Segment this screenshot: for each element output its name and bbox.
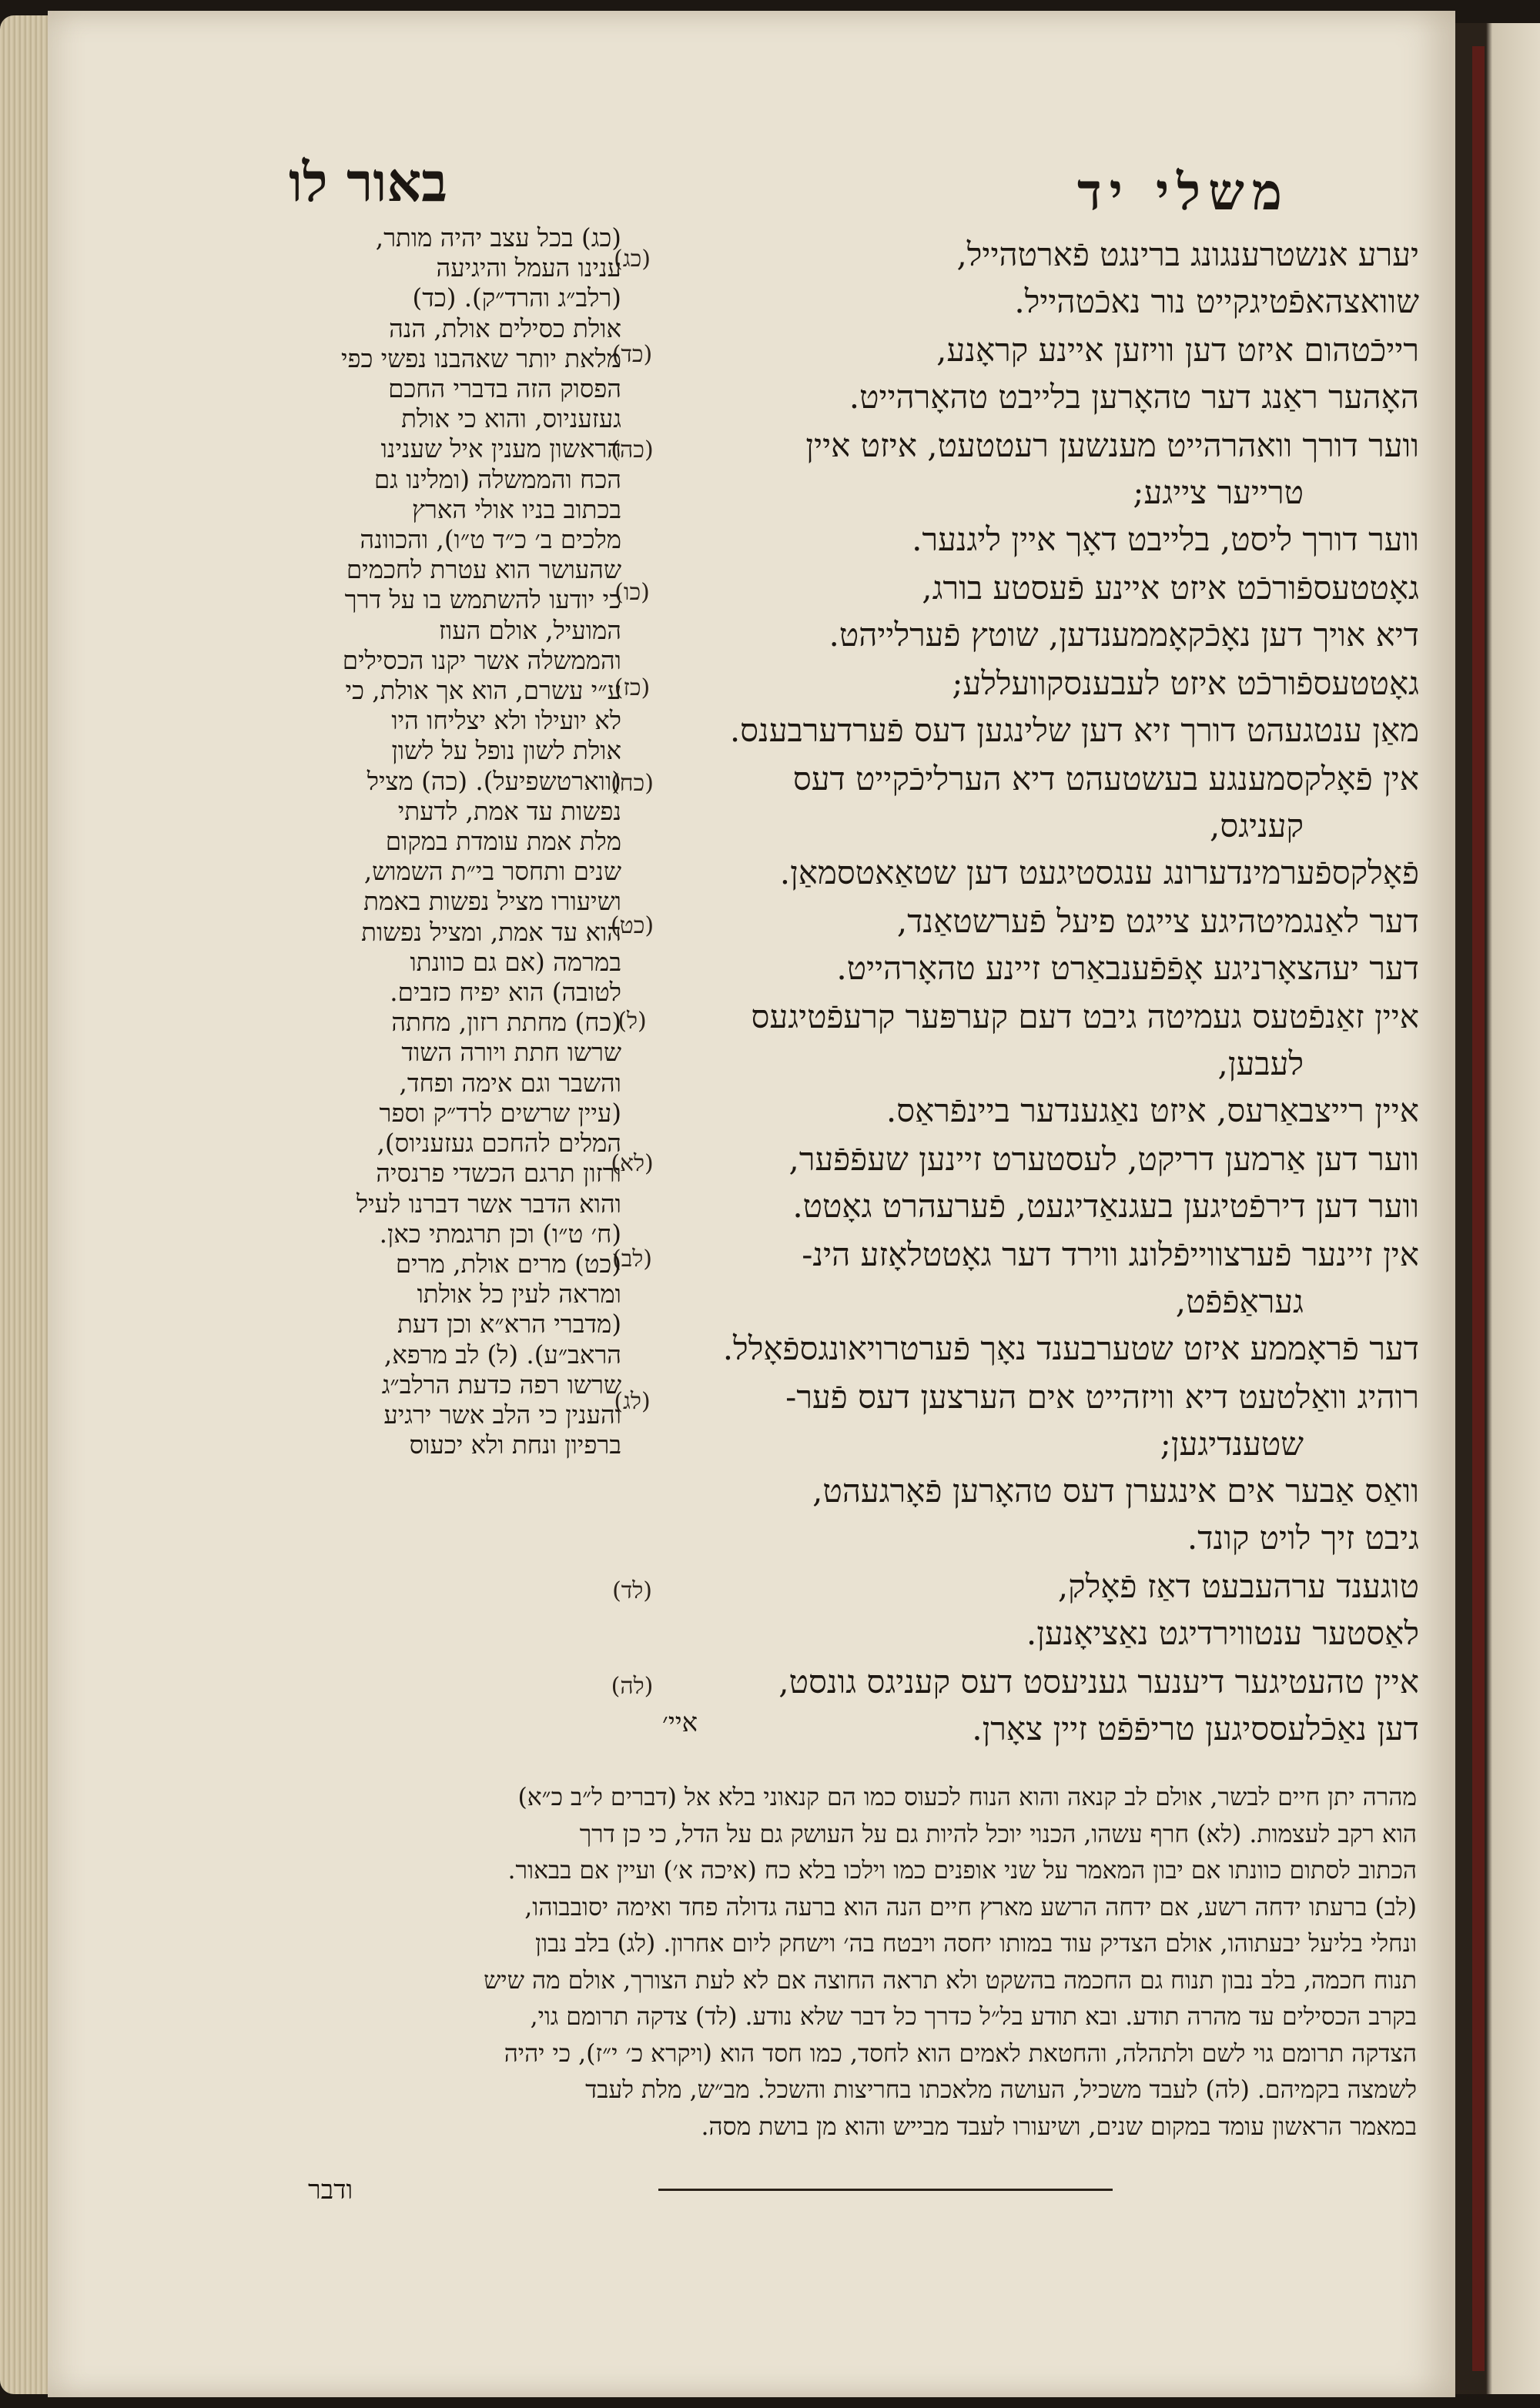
verse [608,1658,1428,1752]
verse-number: (לב) [612,1246,652,1273]
commentary-line: כי יודעו להשתמש בו על דרך [344,585,621,615]
verse-line: טוגענד ערהעבעט דאַז פֿאָלק, [1057,1567,1419,1605]
bottom-commentary-line: לשמצה בקמיהם. (לה) לעבד משכיל, העושה מלאכתו בחריצות והשכל. מב״ש, מלת לעבד [585,2076,1417,2104]
verse-line: דער יעהצאָרניגע אָפֿפֿענבאַרט זיינע טהאָרהייט. [836,949,1419,987]
commentary-line: שהעושר הוא עטרת לחכמים [346,555,621,585]
verse-line: קעניגס, [1209,807,1304,844]
commentary-line: הוא עד אמת, ומציל נפשות [361,917,621,947]
commentary-line: הכח והממשלה (ומלינו גם [373,464,621,494]
verse-line: שטענדיגען; [1160,1425,1304,1463]
verse-line: דיא אויך דען נאָכֿקאָממענדען, שוטץ פֿערלייהט. [829,616,1419,654]
footer-rule [658,2189,1113,2191]
verse [608,231,1428,325]
verse-number: (כו) [614,579,650,606]
commentary-line: (עיין שרשים לרד״ק וספר [379,1098,621,1128]
bottom-commentary [277,1780,1417,2145]
verse-line: שוואצהאפֿטיגקייט נור נאכֿטהייל. [1014,283,1419,320]
bottom-commentary-line: הכתוב לסתום כוונתו אם יבון המאמר על שני אופנים כמו וילכו בלא כח (איכה א׳) ועיין אם בבאור. [507,1857,1417,1885]
verse-line: יערע אנשטרענגונג ברינגט פֿארטהייל, [956,236,1419,273]
running-header-commentary: באור לו [289,150,448,214]
commentary-line: (כג) בכל עצב יהיה מותר, [375,223,621,253]
commentary-line: ברפיון ונחת ולא יכעוס [409,1430,621,1460]
verse-line: אין זיינער פֿערצווייפֿלונג ווירד דער גאָטטלאָזע הינ- [802,1236,1419,1273]
commentary-line: (כט) מרים אולת, מרים [395,1249,621,1279]
verse-line: ווער דורך ליסט, בלייבט דאָך איין ליגנער. [912,520,1419,558]
verse-number: (לא) [611,1150,654,1177]
verse-line: ווער דען אַרמען דריקט, לעסטערט זיינען שעפֿפֿער, [788,1140,1419,1178]
commentary-line: אולת כסילים אולת, הנה [389,313,621,343]
next-page-spine [1472,46,1485,2371]
verse [608,564,1428,658]
verse-line: ווער דען דירפֿטיגען בעגנאַדיגעט, פֿערעהרט גאָטט. [792,1187,1419,1225]
bottom-commentary-line: (לב) ברעתו ידחה רשע, אם ידחה הרשע מארץ חיים הנה הוא ברעה גדולה פחד ואימה יסובבוהו, [524,1893,1417,1921]
verse-line: גאָטטעספֿורכֿט איזט לעבענסקוועללע; [952,664,1419,702]
verse [608,1135,1428,1229]
verse [608,660,1428,754]
verse-line: דען נאַכֿלעססיגען טריפֿפֿט זיין צאָרן. [972,1710,1419,1747]
verse [608,1373,1428,1561]
verse-line: רוהיג וואַלטעט דיא וויזהייט אים הערצען דעס פֿער- [785,1378,1419,1416]
main-text-column [608,231,1428,1754]
verse-number: (כט) [610,912,654,939]
commentary-line: שרשו רפה כדעת הרלב״ג [381,1370,621,1400]
commentary-line: הראב״ע). (ל) לב מרפא, [383,1339,621,1370]
commentary-line: אולת לשון נופל על לשון [391,736,621,766]
verse [608,1231,1428,1372]
commentary-line: מלת אמת עומדת במקום [385,827,621,857]
bottom-catchword: ודבר [308,2175,353,2206]
verse-text [656,326,1428,420]
verse-number: (לג) [614,1388,651,1415]
verse-line: ווער דורך וואהרהייט מענשען רעטטעט, איזט איין [805,426,1419,464]
verse-text [656,1658,1428,1752]
bottom-commentary-line: מהרה יתן חיים לבשר, אולם לב קנאה והוא הנוח לכעוס כמו הם קנאוני בלא אל (דברים ל״ב כ״א) [517,1784,1417,1811]
verse-line: איין זאַנפֿטעס געמיטה גיבט דעם קערפּער קרעפֿטיגעס [751,998,1419,1035]
verse-line: לאַסטער ענטווירדיגט נאַציאָנען. [1026,1614,1419,1652]
verse-line: גאָטטעספֿורכֿט איזט איינע פֿעסטע בורג, [922,569,1419,607]
commentary-line: שרשו חתת ויורה השוד [401,1038,621,1068]
verse [608,422,1428,563]
running-header-main: משלי יד [1076,162,1290,222]
verse-number: (כד) [611,341,653,368]
verse-line: דער פֿראָממע איזט שטערבענד נאָך פֿערטרויאונגספֿאָלל. [722,1329,1419,1367]
commentary-line: (ח׳ ט״ו) וכן תרגמתי כאן. [379,1219,621,1249]
commentary-line: נפשות עד אמת, לדעתי [397,796,621,826]
book-left-edge [0,15,54,2394]
verse-number: (כח) [611,770,654,797]
verse-line: לעבען, [1217,1045,1304,1082]
commentary-line: (מדברי הרא״א וכן דעת [397,1309,621,1339]
verse-line: מאַן ענטגעהט דורך זיא דען שלינגען דעס פֿערדערבענס. [729,711,1419,749]
commentary-line: הראשון מענין איל שענינו [380,434,621,464]
main-catchword: איי׳ [662,1707,698,1738]
verse-number: (לד) [612,1577,652,1604]
bottom-commentary-line: הוא רקב לעצמות. (לא) חרף עשהו, הכנוי יוכל להיות גם על העושק גם על הדל, כי כן דרך [579,1820,1417,1848]
verse-line: אין פֿאָלקסמענגע בעשטעהט דיא הערליכֿקייט דעס [792,760,1419,798]
verse-line: גיבט זיך לויט קונד. [1187,1519,1419,1557]
commentary-line: לא יועילו ולא יצליחו היו [391,706,621,736]
verse-number: (כג) [614,246,651,273]
bottom-commentary-line: הצדקה תרומם גוי לשם ולתהלה, והחטאת לאמים הוא לחסד, כמו חסד הוא (ויקרא כ׳ י״ז), כי יהיה [504,2039,1417,2068]
verse-text [656,1373,1428,1561]
commentary-line: שנים ותחסר בי״ת השמוש, [363,857,621,887]
commentary-line: והממשלה אשר יקנו הכסילים [342,645,621,675]
verse-text [656,898,1428,992]
verse-line: איין טהעטיגער דיענער געניעסט דעס קעניגס גונסט, [778,1663,1419,1701]
bottom-commentary-line: ונחלי בליעל יבעתוהו, אולם הצדיק עוד במותו יחסה ויבטח בה׳ וישחק ליום אחרון. (לג) בלב נבון [534,1930,1417,1958]
commentary-line: ושיעורו מציל נפשות באמת [363,887,621,917]
commentary-line: געזעניוס, והוא כי אולת [401,404,621,434]
verse [608,993,1428,1134]
verse-text [656,1563,1428,1657]
commentary-line: והענין כי הלב אשר ירגיע [383,1400,621,1430]
commentary-line: (רלב״ג והרד״ק). (כד) [412,283,621,313]
commentary-line: המועיל, אולם העוז [438,615,621,645]
commentary-line: (ווארטשפיעל). (כה) מציל [367,766,621,796]
verse-text [656,1135,1428,1229]
commentary-line: מלאת יותר שאהבנו נפשי כפי [340,343,621,373]
verse-text [656,422,1428,563]
verse-text [656,755,1428,896]
verse-text [656,564,1428,658]
verse-text [656,1231,1428,1372]
commentary-line: (כח) מחתת רזון, מחתה [391,1008,621,1038]
commentary-line: במרמה (אם גם כוונתו [410,947,621,977]
verse-line: וואַס אַבער אים אינגערן דעס טהאָרען פֿאָרגעהט, [812,1472,1419,1510]
commentary-line: ורזון תרגם הכשדי פרנסיה [376,1159,621,1189]
verse-line: רייכֿטהום איזט דען וויזען איינע קראָנע, [936,331,1419,369]
commentary-line: הפסוק הזה בדברי החכם [388,374,621,404]
verse-number: (ל) [618,1008,647,1035]
bottom-commentary-line: בקרב הכסילים עד מהרה תודע. ובא תודע בל״ל כדרך כל דבר שלא נודע. (לד) צדקה תרומם גוי, [530,2003,1417,2031]
commentary-line: המלים להחכם געזעניוס), [377,1129,621,1159]
commentary-column [283,223,621,1774]
commentary-line: ומראה לעין כל אולתו [417,1279,621,1309]
verse [608,1563,1428,1657]
verse-line: טרייער צייגע; [1133,473,1304,511]
verse [608,898,1428,992]
bottom-commentary-line: במאמר הראשון עומד במקום שנים, ושיעורו לעבד מבייש והוא מן בושת מסה. [701,2112,1417,2141]
commentary-line: ע״י עשרם, הוא אך אולת, כי [345,676,621,706]
verse-line: פֿאָלקספֿערמינדערונג ענגסטיגעט דען שטאַאטסמאַן. [779,854,1419,891]
commentary-line: בכתוב בניו אולי הארץ [411,494,621,524]
commentary-line: והוא הדבר אשר דברנו לעיל [356,1189,621,1219]
verse-line: געראַפֿפֿט, [1175,1283,1304,1320]
verse-number: (כה) [611,436,654,463]
verse-number: (לה) [611,1673,654,1700]
verse [608,755,1428,896]
verse-text [656,231,1428,325]
verse [608,326,1428,420]
bottom-commentary-line: תנוח חכמה, בלב נבון תנוח גם החכמה בהשקט ולא תראה החוצה אם לא לעת הצורך, אולם מה שיש [484,1966,1417,1995]
verse-number: (כז) [614,674,651,701]
commentary-line: לטובה) הוא יפיח כזבים. [390,978,621,1008]
commentary-line: מלכים ב׳ כ״ד ט״ו), והכוונה [360,525,621,555]
next-page-edge [1455,23,1540,2394]
verse-line: האָהער ראַנג דער טהאָרען בלייבט טהאָרהייט. [849,378,1419,416]
verse-text [656,993,1428,1134]
verse-line: דער לאַנגמיטהיגע צייגט פיעל פֿערשטאַנד, [896,902,1419,940]
verse-text [656,660,1428,754]
verse-line: איין רייצבאַרעס, איזט נאַגענדער ביינפֿראַס. [886,1092,1419,1129]
commentary-line: ענינו העמל והיגיעה [436,253,621,283]
commentary-line: והשבר וגם אימה ופחד, [399,1068,621,1098]
